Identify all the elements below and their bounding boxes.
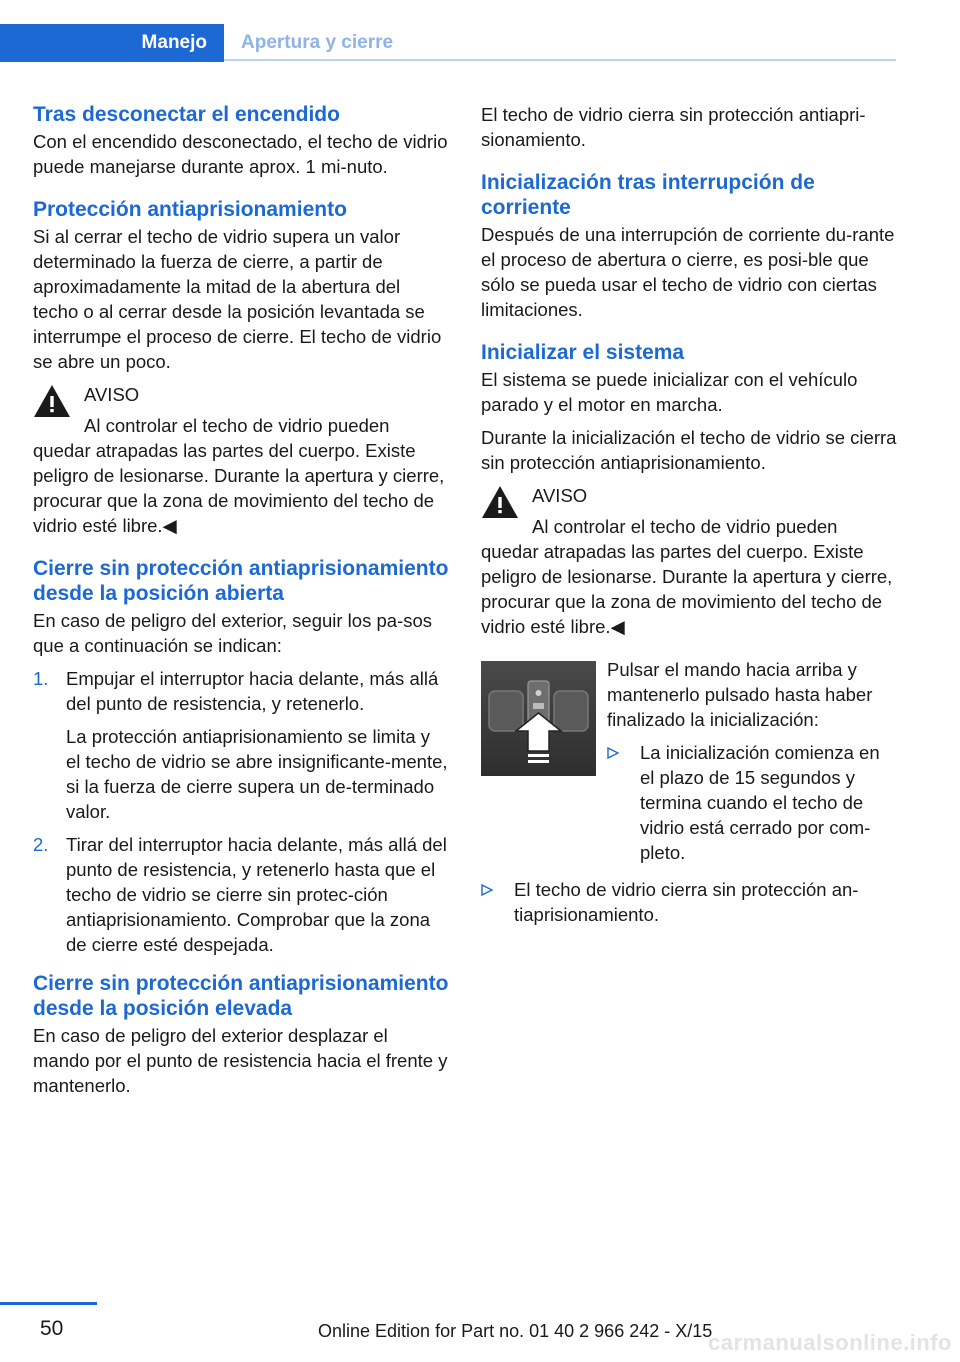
warning-icon (33, 384, 71, 418)
section-text: Después de una interrupción de corriente du‐rante el proceso de abertura o cierre, es posi‐ble que sólo se pueda usar el techo de vidrio con ciertas limitaciones. (481, 224, 895, 320)
step-text: Empujar el interruptor hacia delante, más allá del punto de resistencia, y retenerlo. (66, 668, 439, 714)
section-close-from-open (33, 556, 449, 957)
left-column (33, 102, 449, 1106)
chapter-tab-label: Manejo (141, 32, 207, 53)
watermark: carmanualsonline.info (708, 1330, 952, 1355)
page-header (0, 24, 960, 62)
step-number: 2. (33, 834, 49, 855)
section-title: Cierre sin protección antiaprisionamiento desde la posición abierta (33, 557, 449, 605)
list-item (33, 666, 449, 824)
step-subtext: La protección antiaprisionamiento se limita y el techo de vidrio se abre insignificante‐mente, si la fuerza de cierre supera un de‐terminado valor. (66, 726, 448, 822)
bullet-text: El techo de vidrio cierra sin protección an‐tiaprisionamiento. (514, 879, 859, 925)
section-text: Durante la inicialización el techo de vidrio se cierra sin protección antiaprisionamiento. (481, 427, 897, 473)
warning-text: Al controlar el techo de vidrio pueden quedar atrapadas las partes del cuerpo. Existe peligro de lesionarse. Durante la apertura y cierre, procurar que la zona de movimiento del techo de vidrio esté libre.◀ (33, 415, 445, 536)
footer-divider (0, 1302, 97, 1305)
section-text: El sistema se puede inicializar con el vehículo parado y el motor en marcha. (481, 369, 858, 415)
section-text: Con el encendido desconectado, el techo de vidrio puede manejarse durante aprox. 1 mi‐nuto. (33, 131, 448, 177)
illustrated-instruction (481, 657, 897, 877)
section-init-after-power-loss (481, 170, 897, 322)
page-number: 50 (40, 1317, 64, 1340)
triangle-bullet-icon (481, 884, 493, 896)
section-breadcrumb[interactable]: Apertura y cierre (241, 32, 394, 53)
list-item (607, 740, 899, 865)
section-title: Inicializar el sistema (481, 341, 685, 364)
warning-text: Al controlar el techo de vidrio pueden quedar atrapadas las partes del cuerpo. Existe peligro de lesionarse. Durante la apertura y cierre, procurar que la zona de movimiento del techo de vidrio esté libre.◀ (481, 516, 893, 637)
section-text: Si al cerrar el techo de vidrio supera un valor determinado la fuerza de cierre, a partir de aproximadamente la mitad de la abertura del techo o al cerrar desde la posición levantada se interrumpe el proceso de cierre. El techo de vidrio se abre un poco. (33, 226, 442, 372)
bullet-text: La inicialización comienza en el plazo de 15 segundos y termina cuando el techo de vidrio está cerrado por com‐pleto. (640, 742, 880, 863)
warning-block (33, 382, 449, 538)
section-close-from-raised (33, 971, 449, 1098)
step-text: Tirar del interruptor hacia delante, más allá del punto de resistencia, y retenerlo hasta que el techo de vidrio se cierre sin protec‐ción antiaprisionamiento. Comprobar que la zona de cierre esté despejada. (66, 834, 447, 955)
section-text: En caso de peligro del exterior, seguir los pa‐sos que a continuación se indican: (33, 610, 432, 656)
roof-switch-photo (481, 661, 596, 776)
triangle-bullet-icon (607, 747, 619, 759)
warning-block (481, 483, 897, 639)
edition-text: Online Edition for Part no. 01 40 2 966 242 - X/15 (318, 1321, 713, 1341)
section-init-system (481, 340, 897, 475)
list-item (33, 832, 449, 957)
section-anti-trap (33, 197, 449, 374)
header-divider (224, 59, 896, 61)
warning-icon (481, 485, 519, 519)
steps-list (33, 666, 449, 957)
step-number: 1. (33, 668, 49, 689)
section-title: Cierre sin protección antiaprisionamiento desde la posición elevada (33, 972, 449, 1020)
section-after-ignition-off (33, 102, 449, 179)
warning-title: AVISO (84, 384, 140, 405)
warning-title: AVISO (532, 485, 588, 506)
intro-text: El techo de vidrio cierra sin protección antiapri‐sionamiento. (481, 104, 866, 150)
instruction-text-block (607, 657, 899, 873)
instruction-text: Pulsar el mando hacia arriba y mantenerlo pulsado hasta haber finalizado la inicialización: (607, 659, 873, 730)
section-title: Inicialización tras interrupción de corriente (481, 171, 815, 219)
section-text: En caso de peligro del exterior desplazar el mando por el punto de resistencia hacia el frente y mantenerlo. (33, 1025, 448, 1096)
section-title: Tras desconectar el encendido (33, 103, 340, 126)
list-item (481, 877, 897, 927)
right-column (481, 102, 897, 935)
chapter-tab[interactable] (0, 24, 224, 62)
section-title: Protección antiaprisionamiento (33, 198, 347, 221)
